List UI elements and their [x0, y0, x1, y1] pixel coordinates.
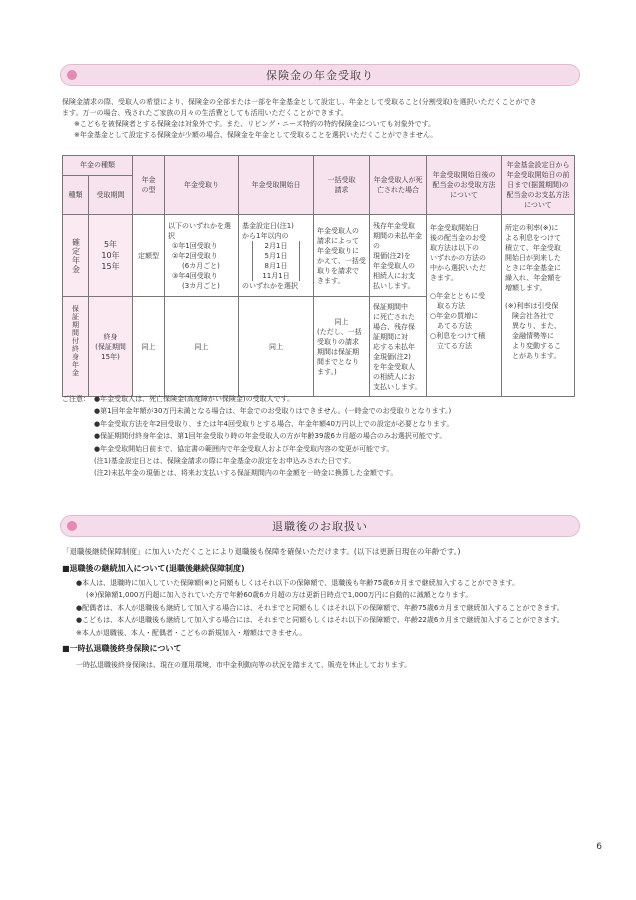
header-receipt: 年金受取り: [165, 156, 239, 215]
header-death: 年金受取人が死亡された場合: [370, 156, 427, 215]
note-item: ●第1回年金年額が30万円未満となる場合は、年金でのお受取りはできません。(一時金でのお受取りとなります。): [94, 407, 452, 416]
row1-death: 残存年金受取 期間の未払年金の 現価(注2)を 年金受取人の 相続人にお支 払いします。: [370, 215, 427, 297]
section-banner-annuity: [60, 64, 580, 86]
fund-dividend-method: 所定の利率(※)に よる利息をつけて 積立て、年金受取 開始日が到来した ときに年金基金に 繰入れ、年金額を 増額します。 (※)利率は引受保 険会社各社で 異なり、また、 金融情勢等に より変動するこ とがあります。: [502, 215, 575, 397]
header-type-group: 年金の種類: [63, 156, 133, 176]
bullet-dot-icon: [67, 521, 77, 531]
notes-block: [62, 393, 582, 480]
section-banner-retirement: [60, 515, 580, 537]
annuity-table: [62, 155, 575, 397]
section-title: 退職後のお取扱い: [272, 520, 368, 533]
row2-lump: 同上 (ただし、一括 受取りの請求 期間は保証期 間までとなり ます。): [314, 297, 370, 397]
note-item: ●年金受取方法を年2回受取り、または年4回受取りとする場合、年金年額40万円以上での設定が必要となります。: [94, 419, 454, 428]
note-sub: (注1)基金設定日とは、保険金請求の際に年金基金の設定をお申込みされた日です。: [94, 457, 356, 466]
row2-start: 同上: [239, 297, 314, 397]
retirement-section: [62, 546, 582, 670]
header-start: 年金受取開始日: [239, 156, 314, 215]
row1-kind: 確定年金: [63, 215, 89, 297]
header-dividend: 年金受取開始日後の配当金のお受取方法について: [427, 156, 502, 215]
note-item: ●年金受取人は、死亡保険金(高度障がい保険金)の受取人です。: [94, 395, 295, 403]
row2-kind: 保証期間付終身年金: [63, 297, 89, 397]
header-kind: 種類: [63, 175, 89, 214]
row1-form: 定額型: [133, 215, 165, 297]
row1-period: 5年 10年 15年: [89, 215, 133, 297]
note-sub: (注2)未払年金の現価とは、将来お支払いする保証期間内の年金額を一時金に換算した金額です。: [94, 469, 398, 478]
retirement-intro: 「退職後継続保障制度」に加入いただくことにより退職後も保障を確保いただけます。(以下は更新日現在の年齢です。): [62, 547, 461, 556]
lump-text: 一時払退職後終身保険は、現在の運用環境、市中金利動向等の状況を踏まえて、販売を休止しております。: [76, 661, 412, 670]
bullet-note: (※)保障額1,000万円超に加入されていた方で年齢60歳6カ月超の方は更新日時点で1,000万円に自動的に減額となります。: [86, 591, 473, 600]
dividend-method: 年金受取開始日 後の配当金のお受 取方法は以下の いずれかの方法の 中から選択いただ きます。 ○年金とともに受 取る方法 ○年金の買増に あてる方法 ○利息をつけて積 立てる方法: [427, 215, 502, 397]
header-lump: 一括受取請求: [314, 156, 370, 215]
lump-heading: ■一時払退職後終身保険について: [62, 644, 182, 654]
continue-heading: ■退職後の継続加入について(退職後継続保障制度): [62, 564, 245, 573]
notes-lead: ご注意：: [62, 395, 90, 403]
note-item: ●年金受取開始日前まで、協定書の範囲内で年金受取人および年金受取内容の変更が可能です。: [94, 444, 394, 453]
row2-period: 終身 (保証期間 15年): [89, 297, 133, 397]
row1-lump: 年金受取人の 請求によって 年金受取りに かえて、一括受 取りを請求で きます。: [314, 215, 370, 297]
bullet-text: ●本人は、退職時に加入していた保障額(※)と同額もしくはそれ以下の保障額で、退職後も年齢75歳6カ月まで継続加入することができます。: [76, 579, 520, 587]
intro-text: 保険金請求の際、受取人の希望により、保険金の全部または一部を年金基金として設定し、年金として受取ること(分割受取)を選択いただくことができ ます。万一の場合、残されたご家族の月々の生活費としても活用いただくことができます。 ※こどもを被保険者とする保険金は対象外です。また、リビング・ニーズ特約の特約保険金についても対象外です。 ※年金基金として設定する保険金が少額の場合、保険金を年金として受取ることを選択いただくことができません。: [62, 98, 537, 139]
row2-form: 同上: [133, 297, 165, 397]
row1-start: 基金設定日(注1) から1年以内の 2月1日 5月1日 8月1日 11月1日 のいずれかを選択: [239, 215, 314, 297]
header-fund-dividend: 年金基金設定日から年金受取開始日の前日まで(据置期間)の配当金のお支払方法について: [502, 156, 575, 215]
page-number: 6: [596, 842, 602, 852]
note-item: ●保証期間付終身年金は、第1回年金受取り時の年金受取人の方が年齢39歳6カ月超の場合のみお選択可能です。: [94, 432, 447, 441]
row2-death: 保証期間中 に死亡された 場合、残存保 証期間に対 応する未払年 金現価(注2) を年金受取人 の相続人にお 支払いします。: [370, 297, 427, 397]
bullet-text: ●こどもは、本人が退職後も継続して加入する場合には、それまでと同額もしくはそれ以下の保障額で、年齢22歳6カ月まで継続加入することができます。: [76, 616, 564, 625]
section-title: 保険金の年金受取り: [266, 69, 374, 82]
bullet-text: ※本人が退職後、本人・配偶者・こどもの新規加入・増額はできません。: [76, 628, 307, 637]
bullet-dot-icon: [67, 70, 77, 80]
row2-receipt: 同上: [165, 297, 239, 397]
header-period: 受取期間: [89, 175, 133, 214]
header-form: 年金の型: [133, 156, 165, 215]
bullet-text: ●配偶者は、本人が退職後も継続して加入する場合には、それまでと同額もしくはそれ以下の保障額で、年齢75歳6カ月まで継続加入することができます。: [76, 603, 564, 612]
row1-receipt: 以下のいずれかを選択 ①年1回受取り ②年2回受取り (6カ月ごと) ③年4回受取り (3カ月ごと): [165, 215, 239, 297]
